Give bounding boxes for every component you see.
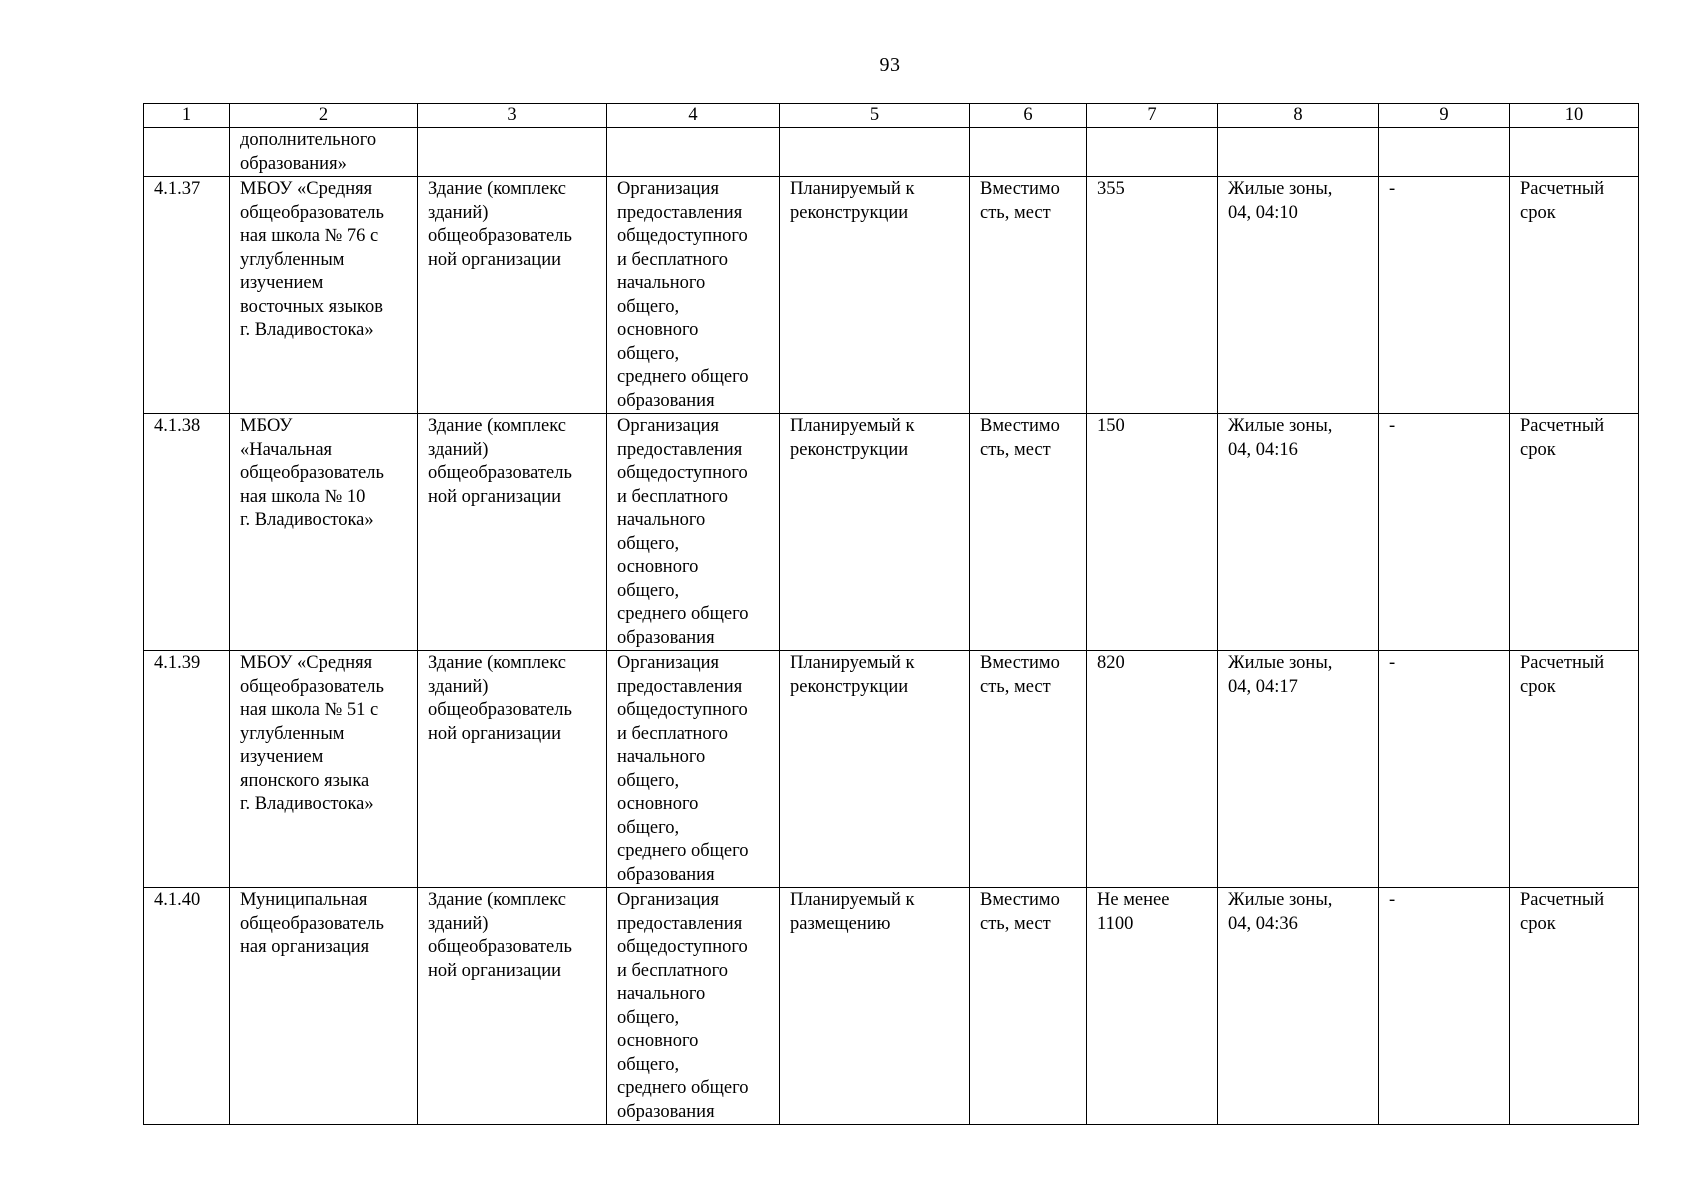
cell-status [780, 177, 970, 414]
row-number: 4.1.40 [154, 890, 201, 910]
institution-name: Муниципальная общеобразователь ная организация [240, 890, 384, 957]
column-number-cell: 6 [970, 104, 1087, 128]
cell-purpose [607, 177, 780, 414]
cell-zone [1218, 177, 1379, 414]
characteristic-text: Вместимо сть, мест [980, 416, 1060, 460]
institution-name: МБОУ «Средняя общеобразователь ная школа № 51 с углубленным изучением японского языка г. Владивостока» [240, 653, 384, 814]
cell-name [230, 888, 418, 1125]
column-number-row [144, 104, 1639, 128]
column-number-cell: 5 [780, 104, 970, 128]
institution-name: МБОУ «Средняя общеобразователь ная школа № 76 с углубленным изучением восточных языков г. Владивостока» [240, 179, 384, 340]
cell-term [1510, 888, 1639, 1125]
term-text: Расчетный срок [1520, 179, 1605, 223]
table-row [144, 177, 1639, 414]
status-text: Планируемый к реконструкции [790, 179, 915, 223]
cell-col9 [1379, 651, 1510, 888]
page-number: 93 [879, 54, 901, 76]
table-row [144, 888, 1639, 1125]
cell-purpose [607, 651, 780, 888]
cell-characteristic [970, 651, 1087, 888]
object-type: Здание (комплекс зданий) общеобразователь ной организации [428, 416, 572, 507]
table-row [144, 651, 1639, 888]
cell-value [1087, 414, 1218, 651]
cell-col9 [1379, 177, 1510, 414]
cell-object [418, 177, 607, 414]
object-type: Здание (комплекс зданий) общеобразователь ной организации [428, 653, 572, 744]
column-number-cell: 10 [1510, 104, 1639, 128]
column-number-cell: 8 [1218, 104, 1379, 128]
cell-col9 [1379, 888, 1510, 1125]
cell-object [418, 128, 607, 177]
capacity-value: Не менее 1100 [1097, 890, 1170, 934]
object-type: Здание (комплекс зданий) общеобразователь ной организации [428, 179, 572, 270]
row-number: 4.1.37 [154, 179, 201, 199]
cell-num [144, 128, 230, 177]
facilities-table [143, 103, 1639, 1125]
cell-term [1510, 414, 1639, 651]
cell-purpose [607, 414, 780, 651]
cell-term [1510, 128, 1639, 177]
cell-characteristic [970, 128, 1087, 177]
cell-object [418, 651, 607, 888]
zone-text: Жилые зоны, 04, 04:16 [1228, 416, 1333, 460]
institution-name: МБОУ «Начальная общеобразователь ная школа № 10 г. Владивостока» [240, 416, 384, 530]
column-number-cell: 3 [418, 104, 607, 128]
capacity-value: 150 [1097, 416, 1125, 436]
cell-value [1087, 128, 1218, 177]
cell-term [1510, 651, 1639, 888]
cell-object [418, 414, 607, 651]
status-text: Планируемый к реконструкции [790, 416, 915, 460]
zone-text: Жилые зоны, 04, 04:36 [1228, 890, 1333, 934]
cell-col9 [1379, 414, 1510, 651]
cell-name [230, 128, 418, 177]
cell-name [230, 177, 418, 414]
cell-zone [1218, 414, 1379, 651]
purpose-text: Организация предоставления общедоступного и бесплатного начального общего, основного общего, среднего общего образования [617, 890, 749, 1122]
column-number-cell: 1 [144, 104, 230, 128]
cell-num [144, 651, 230, 888]
status-text: Планируемый к реконструкции [790, 653, 915, 697]
characteristic-text: Вместимо сть, мест [980, 179, 1060, 223]
term-text: Расчетный срок [1520, 416, 1605, 460]
purpose-text: Организация предоставления общедоступного и бесплатного начального общего, основного общего, среднего общего образования [617, 653, 749, 885]
characteristic-text: Вместимо сть, мест [980, 653, 1060, 697]
cell-zone [1218, 128, 1379, 177]
zone-text: Жилые зоны, 04, 04:17 [1228, 653, 1333, 697]
cell-term [1510, 177, 1639, 414]
cell-num [144, 414, 230, 651]
row-number: 4.1.38 [154, 416, 201, 436]
cell-value [1087, 177, 1218, 414]
cell-value [1087, 888, 1218, 1125]
cell-num [144, 177, 230, 414]
cell-characteristic [970, 414, 1087, 651]
cell-zone [1218, 888, 1379, 1125]
term-text: Расчетный срок [1520, 653, 1605, 697]
cell-characteristic [970, 888, 1087, 1125]
status-text: Планируемый к размещению [790, 890, 915, 934]
cell-zone [1218, 651, 1379, 888]
cell-status [780, 651, 970, 888]
cell-status [780, 414, 970, 651]
column-number-cell: 9 [1379, 104, 1510, 128]
cell-name [230, 651, 418, 888]
cell-col9 [1379, 128, 1510, 177]
cell-purpose [607, 888, 780, 1125]
capacity-value: 355 [1097, 179, 1125, 199]
cell-object [418, 888, 607, 1125]
cell-value [1087, 651, 1218, 888]
cell-name-text: дополнительного образования» [240, 130, 377, 174]
cell-purpose [607, 128, 780, 177]
cell-num [144, 888, 230, 1125]
capacity-value: 820 [1097, 653, 1125, 673]
continuation-row [144, 128, 1639, 177]
column-number-cell: 7 [1087, 104, 1218, 128]
cell-name [230, 414, 418, 651]
column-number-cell: 2 [230, 104, 418, 128]
col9-text: - [1389, 890, 1396, 910]
col9-text: - [1389, 416, 1396, 436]
cell-characteristic [970, 177, 1087, 414]
term-text: Расчетный срок [1520, 890, 1605, 934]
cell-status [780, 128, 970, 177]
purpose-text: Организация предоставления общедоступного и бесплатного начального общего, основного общего, среднего общего образования [617, 179, 749, 411]
object-type: Здание (комплекс зданий) общеобразователь ной организации [428, 890, 572, 981]
col9-text: - [1389, 653, 1396, 673]
row-number: 4.1.39 [154, 653, 201, 673]
column-number-cell: 4 [607, 104, 780, 128]
table-row [144, 414, 1639, 651]
characteristic-text: Вместимо сть, мест [980, 890, 1060, 934]
purpose-text: Организация предоставления общедоступного и бесплатного начального общего, основного общего, среднего общего образования [617, 416, 749, 648]
zone-text: Жилые зоны, 04, 04:10 [1228, 179, 1333, 223]
cell-status [780, 888, 970, 1125]
col9-text: - [1389, 179, 1396, 199]
